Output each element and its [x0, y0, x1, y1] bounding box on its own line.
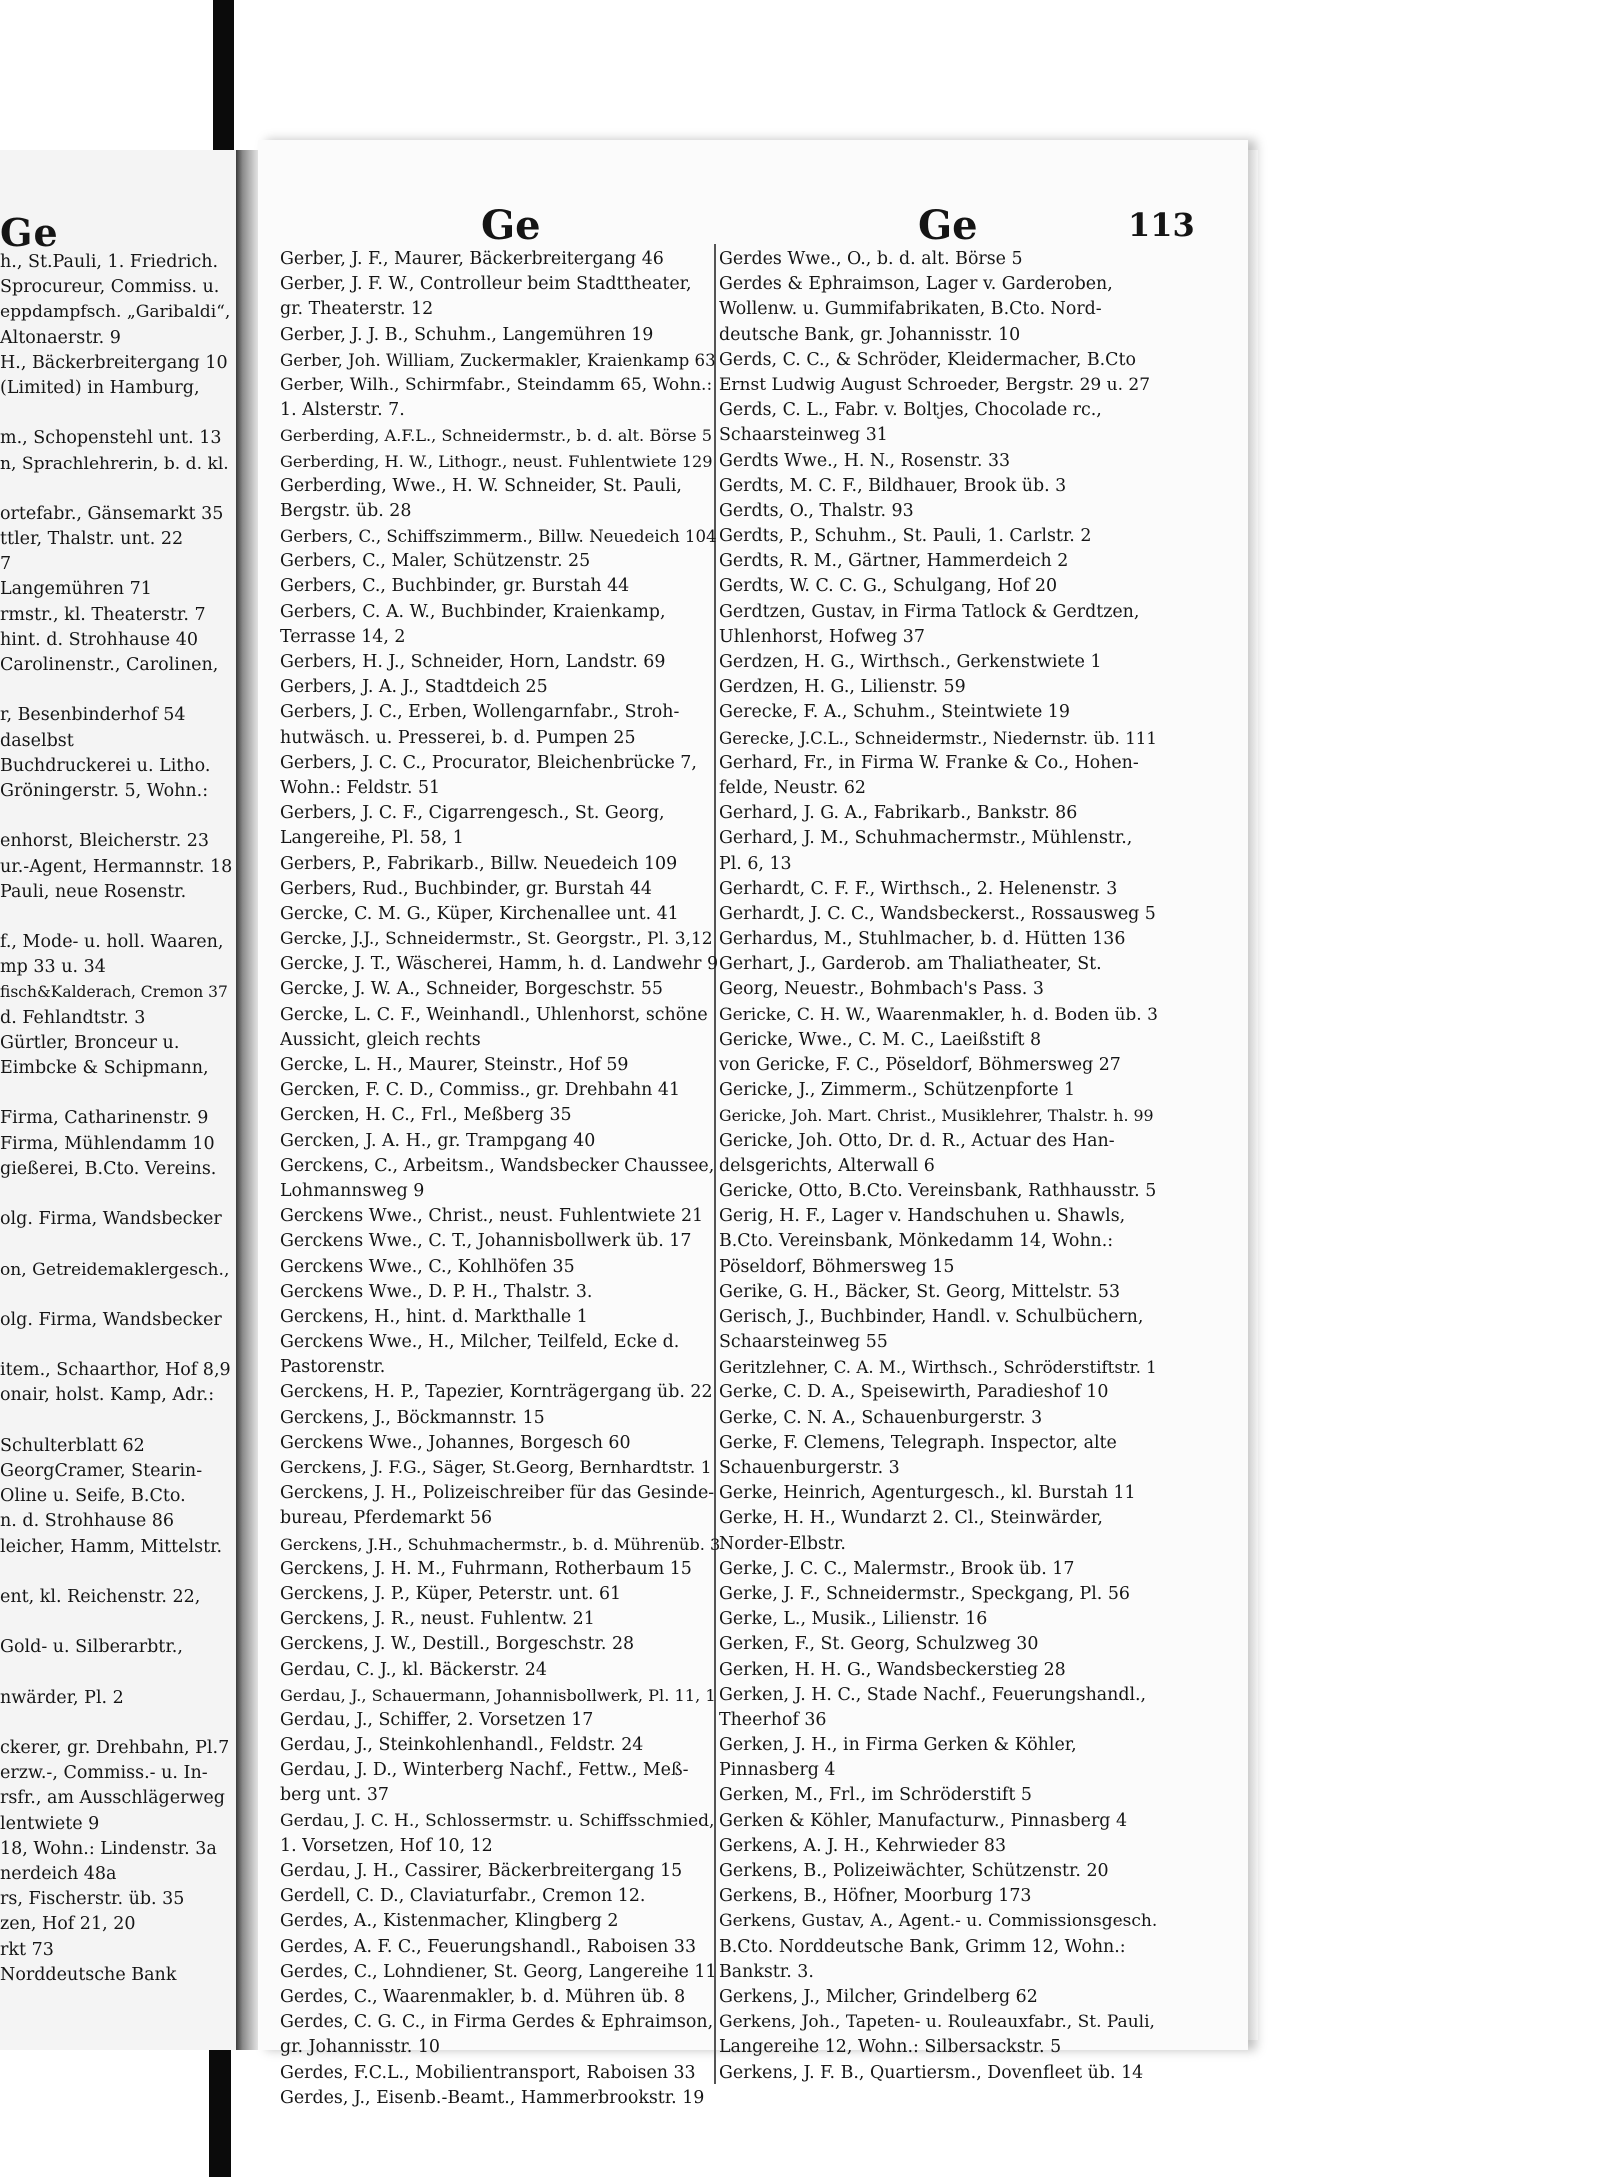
entry-line: Wollenw. u. Gummifabrikaten, B.Cto. Nord-	[719, 299, 1102, 320]
entry-line: Bergstr. üb. 28	[280, 500, 412, 521]
entry-line: ortefabr., Gänsemarkt 35	[0, 503, 224, 524]
entry-line: Gerkens, Gustav, A., Agent.- u. Commissionsgesch.	[719, 1911, 1158, 1932]
entry-line: r, Besenbinderhof 54	[0, 705, 186, 726]
entry-line: Gerbers, C., Buchbinder, gr. Burstah 44	[280, 576, 630, 597]
entry-line: Gercken, J. A. H., gr. Trampgang 40	[280, 1130, 596, 1151]
entry-line	[0, 804, 232, 829]
entry-line	[0, 1081, 232, 1106]
entry-line: Gericke, C. H. W., Waarenmakler, h. d. Boden üb. 3	[719, 1004, 1158, 1025]
entry-line	[0, 678, 232, 703]
entry-line	[0, 1560, 232, 1585]
entry-line: Gerber, Wilh., Schirmfabr., Steindamm 65, Wohn.:	[280, 374, 713, 395]
entry-line: fisch&Kalderach, Cremon 37	[0, 983, 228, 1002]
entry-line: Gerke, C. D. A., Speisewirth, Paradieshof 10	[719, 1382, 1109, 1403]
entry-line: delsgerichts, Alterwall 6	[719, 1155, 935, 1176]
entry-line: Bankstr. 3.	[719, 1961, 814, 1982]
entry-line: Firma, Mühlendamm 10	[0, 1133, 215, 1154]
entry-line: hutwäsch. u. Presserei, b. d. Pumpen 25	[280, 727, 636, 748]
page-number: 113	[1128, 206, 1195, 244]
entry-line: Gerdes Wwe., O., b. d. alt. Börse 5	[719, 249, 1023, 269]
entry-line	[0, 401, 232, 426]
entry-line: Sprocureur, Commiss. u.	[0, 277, 220, 298]
entry-line: on, Getreidemaklergesch.,	[0, 1259, 230, 1280]
left-column	[280, 247, 720, 2111]
entry-line: Gerckens, J., Böckmannstr. 15	[280, 1407, 545, 1428]
entry-line: Gerke, C. N. A., Schauenburgerstr. 3	[719, 1407, 1043, 1428]
entry-line: Gerhardus, M., Stuhlmacher, b. d. Hütten 136	[719, 929, 1126, 950]
entry-line: gießerei, B.Cto. Vereins.	[0, 1158, 217, 1179]
entry-line: Gerke, J. C. C., Malermstr., Brook üb. 17	[719, 1558, 1075, 1579]
entry-line: Gericke, J., Zimmerm., Schützenpforte 1	[719, 1080, 1076, 1101]
entry-line: Gerckens Wwe., Johannes, Borgesch 60	[280, 1432, 631, 1453]
entry-line: Gerber, J. J. B., Schuhm., Langemühren 19	[280, 324, 654, 345]
entry-line	[0, 1283, 232, 1308]
entry-line: Gercke, J.J., Schneidermstr., St. Georgstr., Pl. 3,12	[280, 929, 713, 950]
entry-line: Gerkens, B., Polizeiwächter, Schützenstr. 20	[719, 1861, 1109, 1881]
entry-line: Wohn.: Feldstr. 51	[280, 777, 441, 798]
entry-line: Gerberding, H. W., Lithogr., neust. Fuhlentwiete 129	[280, 451, 713, 471]
entry-line: ur.-Agent, Hermannstr. 18	[0, 856, 233, 877]
entry-line: Gerbers, J. C. C., Procurator, Bleichenbrücke 7,	[280, 752, 697, 773]
entry-line: Gerckens, J. F.G., Säger, St.Georg, Bernhardtstr. 1	[280, 1458, 712, 1478]
entry-line: Gerberding, A.F.L., Schneidermstr., b. d. alt. Börse 5	[280, 426, 713, 446]
entry-line: Gerds, C. C., & Schröder, Kleidermacher, B.Cto	[719, 349, 1136, 370]
entry-line: Pinnasberg 4	[719, 1760, 836, 1781]
entry-line: Gerken, H. H. G., Wandsbeckerstieg 28	[719, 1659, 1066, 1680]
entry-line: Gercken, F. C. D., Commiss., gr. Drehbahn 41	[280, 1080, 681, 1101]
entry-line: Gerckens Wwe., C. T., Johannisbollwerk üb. 17	[280, 1231, 692, 1252]
entry-line: Gerecke, J.C.L., Schneidermstr., Niedernstr. üb. 111	[719, 728, 1157, 748]
entry-line: Schaarsteinweg 55	[719, 1332, 888, 1353]
entry-line: Gerig, H. F., Lager v. Handschuhen u. Shawls,	[719, 1206, 1126, 1227]
entry-line: Gerisch, J., Buchbinder, Handl. v. Schulbüchern,	[719, 1306, 1144, 1327]
entry-line: von Gericke, F. C., Pöseldorf, Böhmersweg 27	[719, 1055, 1121, 1075]
entry-line: Terrasse 14, 2	[280, 626, 406, 647]
entry-line: Gürtler, Bronceur u.	[0, 1032, 180, 1053]
entry-line: Langereihe, Pl. 58, 1	[280, 828, 464, 849]
right-column	[719, 247, 1159, 2086]
entry-line: Schulterblatt 62	[0, 1435, 145, 1456]
entry-line: Gercke, L. C. F., Weinhandl., Uhlenhorst, schöne	[280, 1004, 708, 1025]
entry-line: Gerckens Wwe., C., Kohlhöfen 35	[280, 1256, 575, 1277]
entry-line: mp 33 u. 34	[0, 957, 106, 978]
entry-line: Gerdau, J., Schiffer, 2. Vorsetzen 17	[280, 1709, 594, 1730]
entry-line: 1. Alsterstr. 7.	[280, 400, 405, 421]
entry-line: Gerdts, P., Schuhm., St. Pauli, 1. Carlstr. 2	[719, 526, 1092, 547]
entry-line: Gerdts, M. C. F., Bildhauer, Brook üb. 3	[719, 475, 1067, 496]
entry-line: Gerke, J. F., Schneidermstr., Speckgang, Pl. 56	[719, 1583, 1130, 1604]
entry-line: lentwiete 9	[0, 1813, 100, 1834]
entry-line: Gerckens, H., hint. d. Markthalle 1	[280, 1306, 588, 1327]
entry-line: Firma, Catharinenstr. 9	[0, 1108, 209, 1129]
entry-line: rkt 73	[0, 1939, 54, 1960]
entry-line: Gerberding, Wwe., H. W. Schneider, St. Pauli,	[280, 475, 682, 496]
entry-line: Gerdau, J. D., Winterberg Nachf., Fettw., Meß-	[280, 1760, 689, 1781]
entry-line: Gerdes, C., Waarenmakler, b. d. Mühren üb. 8	[280, 1986, 686, 2007]
entry-line: Gerdes & Ephraimson, Lager v. Garderoben,	[719, 274, 1113, 295]
entry-line: Altonaerstr. 9	[0, 327, 121, 348]
entry-line: item., Schaarthor, Hof 8,9	[0, 1360, 231, 1381]
entry-line: olg. Firma, Wandsbecker	[0, 1309, 222, 1330]
entry-line	[0, 477, 232, 502]
entry-line: hint. d. Strohhause 40	[0, 629, 198, 650]
entry-line: Schaarsteinweg 31	[719, 425, 888, 446]
entry-line: rsfr., am Ausschlägerweg	[0, 1788, 225, 1809]
entry-line: Gerken, J. H. C., Stade Nachf., Feuerungshandl.,	[719, 1684, 1147, 1705]
previous-page-lines	[0, 250, 232, 1988]
entry-line: Gerkens, J. F. B., Quartiersm., Dovenfleet üb. 14	[719, 2062, 1144, 2083]
entry-line: olg. Firma, Wandsbecker	[0, 1209, 222, 1230]
entry-line: Gerke, H. H., Wundarzt 2. Cl., Steinwärder,	[719, 1508, 1103, 1529]
entry-line: ckerer, gr. Drehbahn, Pl.7	[0, 1738, 230, 1759]
entry-line: Gerkens, Joh., Tapeten- u. Rouleauxfabr., St. Pauli,	[719, 2012, 1155, 2033]
entry-line: Gerckens, J. R., neust. Fuhlentw. 21	[280, 1609, 595, 1630]
entry-line: berg unt. 37	[280, 1785, 389, 1806]
entry-line: Gerckens, J.H., Schuhmachermstr., b. d. Mührenüb. 3	[280, 1534, 720, 1554]
entry-line: Gerke, L., Musik., Lilienstr. 16	[719, 1609, 988, 1630]
page-gutter	[236, 150, 258, 2050]
entry-line: Gerckens Wwe., Christ., neust. Fuhlentwiete 21	[280, 1206, 704, 1227]
entry-line: Uhlenhorst, Hofweg 37	[719, 626, 925, 647]
entry-line: Gerdell, C. D., Claviaturfabr., Cremon 12.	[280, 1886, 646, 1907]
entry-line: Gerbers, C. A. W., Buchbinder, Kraienkamp,	[280, 601, 666, 622]
directory-page	[258, 140, 1248, 2108]
entry-line: Gerdtzen, Gustav, in Firma Tatlock & Gerdtzen,	[719, 601, 1140, 622]
entry-line: Gerdau, J. C. H., Schlossermstr. u. Schiffsschmied,	[280, 1810, 715, 1831]
entry-line: Gerber, J. F., Maurer, Bäckerbreitergang 46	[280, 249, 664, 269]
entry-line: bureau, Pferdemarkt 56	[280, 1508, 493, 1529]
page-edge	[1248, 150, 1258, 2040]
entry-line: Gerhard, J. M., Schuhmachermstr., Mühlenstr.,	[719, 828, 1133, 849]
entry-line: Gerkens, J., Milcher, Grindelberg 62	[719, 1986, 1038, 2007]
entry-line: zen, Hof 21, 20	[0, 1914, 136, 1935]
entry-line: Georg, Neuestr., Bohmbach's Pass. 3	[719, 979, 1044, 1000]
entry-line: Buchdruckerei u. Litho.	[0, 755, 211, 776]
entry-line: rs, Fischerstr. üb. 35	[0, 1889, 185, 1910]
entry-line: Gerdau, C. J., kl. Bäckerstr. 24	[280, 1659, 547, 1680]
entry-line: Gerckens, J. H., Polizeischreiber für das Gesinde-	[280, 1483, 715, 1504]
entry-line: Gerhard, J. G. A., Fabrikarb., Bankstr. 86	[719, 803, 1078, 824]
entry-line: Gercke, L. H., Maurer, Steinstr., Hof 59	[280, 1055, 629, 1075]
entry-line: Pl. 6, 13	[719, 853, 792, 874]
entry-line: Gerdau, J., Steinkohlenhandl., Feldstr. 24	[280, 1735, 644, 1756]
entry-line: 1. Vorsetzen, Hof 10, 12	[280, 1835, 493, 1856]
entry-line: Gerken, F., St. Georg, Schulzweg 30	[719, 1634, 1039, 1655]
entry-line: GeorgCramer, Stearin-	[0, 1461, 203, 1481]
entry-line: ent, kl. Reichenstr. 22,	[0, 1586, 201, 1607]
entry-line: Gerbers, J. A. J., Stadtdeich 25	[280, 677, 548, 698]
entry-line: Gercken, H. C., Frl., Meßberg 35	[280, 1105, 572, 1126]
entry-line: Pöseldorf, Böhmersweg 15	[719, 1256, 955, 1277]
entry-line: Gerkens, A. J. H., Kehrwieder 83	[719, 1835, 1007, 1856]
entry-line: Gerdts Wwe., H. N., Rosenstr. 33	[719, 450, 1011, 471]
entry-line: leicher, Hamm, Mittelstr.	[0, 1536, 223, 1557]
entry-line: Gercke, C. M. G., Küper, Kirchenallee unt. 41	[280, 903, 679, 924]
binding-bar-top	[213, 0, 234, 150]
entry-line	[0, 1333, 232, 1358]
entry-line: daselbst	[0, 730, 74, 751]
entry-line: Geritzlehner, C. A. M., Wirthsch., Schröderstiftstr. 1	[719, 1358, 1157, 1378]
entry-line: Eimbcke & Schipmann,	[0, 1058, 209, 1078]
entry-line: Gerckens Wwe., D. P. H., Thalstr. 3.	[280, 1281, 593, 1302]
entry-line: Schauenburgerstr. 3	[719, 1458, 900, 1478]
entry-line: enhorst, Bleicherstr. 23	[0, 831, 209, 852]
entry-line: Gerhardt, C. F. F., Wirthsch., 2. Helenenstr. 3	[719, 878, 1118, 899]
entry-line: nwärder, Pl. 2	[0, 1687, 124, 1708]
entry-line: Gerbers, C., Maler, Schützenstr. 25	[280, 551, 591, 572]
entry-line: Carolinenstr., Carolinen,	[0, 655, 219, 675]
entry-line: Gerke, F. Clemens, Telegraph. Inspector, alte	[719, 1432, 1117, 1453]
entry-line: Gerds, C. L., Fabr. v. Boltjes, Chocolade rc.,	[719, 400, 1102, 421]
entry-line: Gerbers, Rud., Buchbinder, gr. Burstah 44	[280, 878, 652, 899]
entry-line: gr. Johannisstr. 10	[280, 2037, 440, 2058]
entry-line: Gerken & Köhler, Manufacturw., Pinnasberg 4	[719, 1810, 1128, 1831]
entry-line: Gericke, Wwe., C. M. C., Laeißstift 8	[719, 1029, 1042, 1050]
entry-line: Gold- u. Silberarbtr.,	[0, 1637, 183, 1658]
entry-line: nerdeich 48a	[0, 1864, 117, 1884]
entry-line: Gerdes, C. G. C., in Firma Gerdes & Ephraimson,	[280, 2012, 714, 2033]
entry-line: Gerhart, J., Garderob. am Thaliatheater, St.	[719, 954, 1102, 975]
entry-line: ttler, Thalstr. unt. 22	[0, 529, 184, 550]
entry-line: h., St.Pauli, 1. Friedrich.	[0, 252, 219, 272]
entry-line: gr. Theaterstr. 12	[280, 299, 434, 320]
entry-line: Gercke, J. T., Wäscherei, Hamm, h. d. Landwehr 9	[280, 954, 719, 975]
entry-line: B.Cto. Vereinsbank, Mönkedamm 14, Wohn.:	[719, 1231, 1114, 1252]
entry-line: Gerckens, J. W., Destill., Borgeschstr. 28	[280, 1634, 635, 1655]
entry-line: Gerike, G. H., Bäcker, St. Georg, Mittelstr. 53	[719, 1281, 1121, 1302]
entry-line: 7	[0, 554, 12, 575]
entry-line: Gerdts, W. C. C. G., Schulgang, Hof 20	[719, 576, 1058, 597]
entry-line: Norddeutsche Bank	[0, 1964, 177, 1985]
entry-line: onair, holst. Kamp, Adr.:	[0, 1385, 215, 1406]
entry-line: Gerdes, F.C.L., Mobilientransport, Raboisen 33	[280, 2062, 696, 2083]
entry-line: Gerckens, H. P., Tapezier, Kornträgergang üb. 22	[280, 1382, 713, 1403]
entry-line: n, Sprachlehrerin, b. d. kl.	[0, 453, 229, 474]
previous-page-fragment	[0, 150, 239, 2050]
entry-line: Gerbers, C., Schiffszimmerm., Billw. Neuedeich 104	[280, 527, 717, 547]
entry-line: Gröningerstr. 5, Wohn.:	[0, 780, 209, 801]
entry-line: Langemühren 71	[0, 579, 152, 600]
page-header-left: Ge	[481, 202, 541, 249]
entry-line: Gerdzen, H. G., Lilienstr. 59	[719, 677, 966, 698]
entry-line	[0, 1409, 232, 1434]
entry-line: Gerckens, C., Arbeitsm., Wandsbecker Chaussee,	[280, 1155, 715, 1176]
entry-line: Gericke, Joh. Otto, Dr. d. R., Actuar des Han-	[719, 1130, 1115, 1151]
entry-line: H., Bäckerbreitergang 10	[0, 352, 228, 373]
entry-line: d. Fehlandtstr. 3	[0, 1007, 146, 1028]
entry-line: Gerken, M., Frl., im Schröderstift 5	[719, 1785, 1032, 1806]
entry-line: Gerbers, J. C., Erben, Wollengarnfabr., Stroh-	[280, 702, 680, 723]
entry-line: Aussicht, gleich rechts	[280, 1029, 481, 1050]
entry-line: Gerdts, O., Thalstr. 93	[719, 500, 914, 521]
page-header-right: Ge	[918, 202, 978, 249]
entry-line: Gerhardt, J. C. C., Wandsbeckerst., Rossausweg 5	[719, 903, 1156, 924]
entry-line: Gerdes, J., Eisenb.-Beamt., Hammerbrookstr. 19	[280, 2087, 705, 2108]
entry-line: m., Schopenstehl unt. 13	[0, 428, 222, 449]
entry-line: Gerckens, J. H. M., Fuhrmann, Rotherbaum 15	[280, 1558, 692, 1579]
entry-line: Gerke, Heinrich, Agenturgesch., kl. Burstah 11	[719, 1483, 1136, 1504]
entry-line: Gerecke, F. A., Schuhm., Steintwiete 19	[719, 702, 1070, 723]
entry-line	[0, 1661, 232, 1686]
entry-line: Gerken, J. H., in Firma Gerken & Köhler,	[719, 1735, 1077, 1756]
entry-line: felde, Neustr. 62	[719, 777, 866, 798]
entry-line: Gerdes, C., Lohndiener, St. Georg, Langereihe 11	[280, 1961, 717, 1982]
entry-line: Lohmannsweg 9	[280, 1180, 425, 1201]
entry-line: Gerber, Joh. William, Zuckermakler, Kraienkamp 63	[280, 350, 716, 370]
entry-line: Ernst Ludwig August Schroeder, Bergstr. 29 u. 27	[719, 374, 1151, 395]
entry-line: erzw.-, Commiss.- u. In-	[0, 1763, 208, 1784]
entry-line: Gericke, Otto, B.Cto. Vereinsbank, Rathhausstr. 5	[719, 1180, 1157, 1201]
entry-line: Gercke, J. W. A., Schneider, Borgeschstr. 55	[280, 979, 663, 1000]
entry-line: deutsche Bank, gr. Johannisstr. 10	[719, 324, 1021, 345]
entry-line: rmstr., kl. Theaterstr. 7	[0, 604, 206, 625]
entry-line: Gerdau, J. H., Cassirer, Bäckerbreitergang 15	[280, 1861, 683, 1881]
binding-bar-bottom	[209, 2050, 231, 2177]
entry-line: Gerdts, R. M., Gärtner, Hammerdeich 2	[719, 551, 1069, 572]
entry-line	[0, 905, 232, 930]
entry-line: Gericke, Joh. Mart. Christ., Musiklehrer, Thalstr. h. 99	[719, 1106, 1154, 1126]
entry-line: Gerckens, J. P., Küper, Peterstr. unt. 61	[280, 1583, 622, 1604]
entry-line: Oline u. Seife, B.Cto.	[0, 1486, 186, 1507]
entry-line	[0, 1711, 232, 1736]
entry-line: Gerbers, H. J., Schneider, Horn, Landstr. 69	[280, 652, 666, 672]
entry-line: Gerckens Wwe., H., Milcher, Teilfeld, Ecke d.	[280, 1332, 680, 1353]
entry-line: Gerbers, P., Fabrikarb., Billw. Neuedeich 109	[280, 853, 678, 874]
entry-line: 18, Wohn.: Lindenstr. 3a	[0, 1838, 217, 1859]
entry-line: Langereihe 12, Wohn.: Silbersackstr. 5	[719, 2037, 1062, 2058]
entry-line: Pastorenstr.	[280, 1357, 386, 1378]
entry-line: Gerhard, Fr., in Firma W. Franke & Co., Hohen-	[719, 752, 1139, 773]
entry-line: B.Cto. Norddeutsche Bank, Grimm 12, Wohn.:	[719, 1936, 1126, 1957]
entry-line: Gerkens, B., Höfner, Moorburg 173	[719, 1886, 1032, 1907]
entry-line: Theerhof 36	[719, 1709, 827, 1730]
entry-line	[0, 1232, 232, 1257]
entry-line	[0, 1610, 232, 1635]
entry-line: Norder-Elbstr.	[719, 1533, 846, 1554]
entry-line: Gerdes, A. F. C., Feuerungshandl., Raboisen 33	[280, 1936, 697, 1957]
entry-line: (Limited) in Hamburg,	[0, 377, 200, 398]
entry-line	[0, 1182, 232, 1207]
entry-line: Gerdau, J., Schauermann, Johannisbollwerk, Pl. 11, 1	[280, 1685, 716, 1705]
previous-page-header: Ge	[0, 210, 59, 255]
entry-line: Gerdzen, H. G., Wirthsch., Gerkenstwiete 1	[719, 652, 1102, 672]
entry-line: eppdampfsch. „Garibaldi“,	[0, 302, 231, 323]
entry-line: Gerdes, A., Kistenmacher, Klingberg 2	[280, 1911, 619, 1932]
entry-line: Pauli, neue Rosenstr.	[0, 881, 187, 902]
entry-line: Gerbers, J. C. F., Cigarrengesch., St. Georg,	[280, 803, 665, 824]
entry-line: n. d. Strohhause 86	[0, 1511, 175, 1532]
entry-line: f., Mode- u. holl. Waaren,	[0, 932, 224, 953]
entry-line: Gerber, J. F. W., Controlleur beim Stadttheater,	[280, 274, 692, 295]
